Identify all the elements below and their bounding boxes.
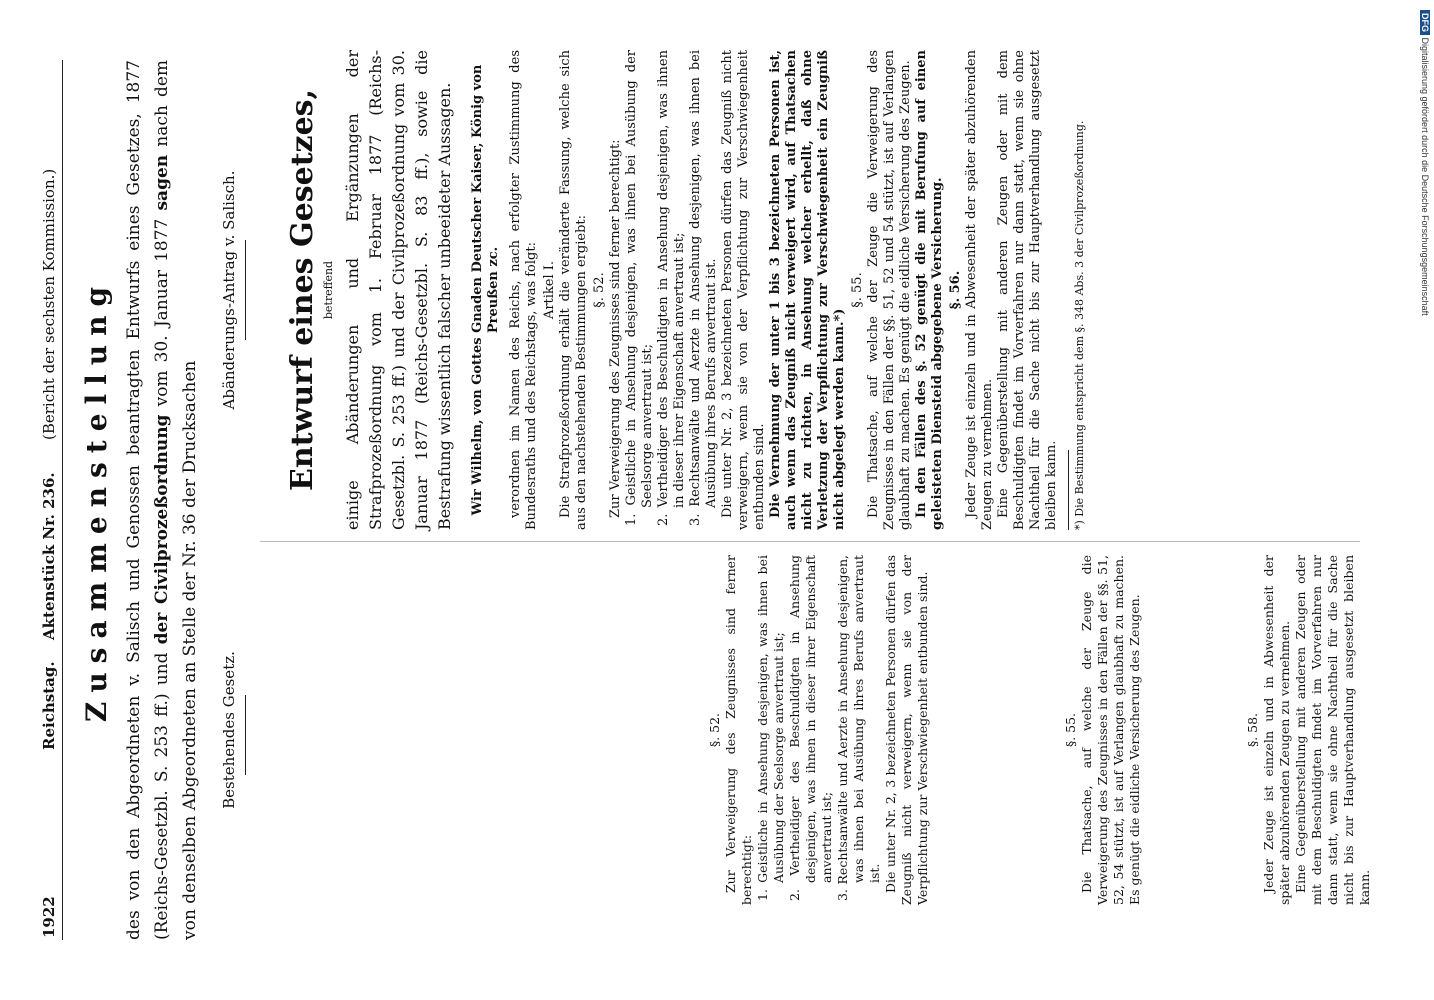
dfg-logo: DFG	[1420, 10, 1430, 35]
left-s52-item: 1. Geistliche in Ansehung desjenigen, was ihnen bei Ausübung der Seelsorge anvertraut ist;	[755, 555, 786, 901]
draft-title: Entwurf eines Gesetzes,	[285, 88, 320, 492]
draft-artikel: Artikel I.	[542, 260, 557, 320]
left-s55-text: Die Thatsache, auf welche der Zeuge die Verweigerung des Zeugnisses in den Fällen der §§. 51, 52, 54 stützt, ist auf Verlangen glaubhaft zu machen. Es genügt die eidliche Versicherung des Zeugen.	[1079, 555, 1142, 905]
right-s52-bold: Die Vernehmung der unter 1 bis 3 bezeichneten Personen ist, auch wenn das Zeugniß nicht verweigert wird, auf Thatsachen nicht zu richten, in Ansehung welcher erhellt, daß ohne Verletzung der Verpflichtung zur Verschwiegenheit ein Zeugniß nicht abgelegt werden kann.*)	[768, 50, 847, 530]
intro-bold1: der Civilprozeßordnung	[152, 414, 172, 645]
right-s52-item: 3. Rechtsanwälte und Aerzte in Ansehung desjenigen, was ihnen bei Ausübung ihres Berufs anvertraut ist.	[688, 50, 719, 526]
left-column	[705, 555, 1373, 905]
right-s52-item: 2. Vertheidiger des Beschuldigten in Ansehung desjenigen, was ihnen in dieser ihrer Eigenschaft anvertraut ist;	[656, 50, 687, 526]
header-rule	[62, 60, 63, 940]
draft-verordnen: verordnen im Namen des Reichs, nach erfolgter Zustimmung des Bundesraths und des Reichstags, was folgt:	[508, 50, 539, 530]
column-separator	[260, 541, 1360, 542]
right-s52-text: Zur Verweigerung des Zeugnisses sind ferner berechtigt:	[608, 139, 623, 518]
intro-part2: vom 30. Januar 1877	[152, 218, 172, 407]
header-left: Reichstag.	[40, 661, 58, 750]
draft-artikel-text: Die Strafprozeßordnung erhält die veränderte Fassung, welche sich aus den nachstehenden Bestimmungen ergiebt:	[558, 50, 589, 530]
right-s55-text: Die Thatsache, auf welche der Zeuge die Verweigerung des Zeugnisses in den Fällen der §§. 51, 52 und 54 stützt, ist auf Verlangen glaubhaft zu machen. Es genügt die eidliche Versicherung des Zeugen.	[866, 50, 913, 530]
right-s56-text: Jeder Zeuge ist einzeln und in Abwesenheit der später abzuhörenden Zeugen zu vernehmen.	[964, 50, 995, 530]
right-column	[285, 50, 1087, 530]
right-heading-rule	[245, 240, 246, 340]
footnote: *) Die Bestimmung entspricht dem §. 348 Abs. 3 der Civilprozeßordnung.	[1073, 120, 1086, 530]
left-s58-title: §. 58.	[1245, 712, 1260, 748]
intro-part3: nach dem von denselben Abgeordneten an Stelle der Nr. 36 der Drucksachen	[152, 59, 200, 940]
document-title: Zusammenstellung	[80, 277, 113, 723]
draft-betreffend: betreffend	[322, 260, 335, 320]
left-s52-text: Zur Verweigerung des Zeugnisses sind ferner berechtigt:	[723, 555, 754, 905]
left-s52-tail: Die unter Nr. 2, 3 bezeichneten Personen dürfen das Zeugniß nicht verweigern, wenn sie von der Verpflichtung zur Verschwiegenheit entbunden sind.	[883, 555, 930, 905]
right-s56-title: §. 56.	[948, 270, 963, 310]
left-s52-item: 3. Rechtsanwälte und Aerzte in Ansehung desjenigen, was ihnen bei Ausübung ihres Berufs anvertraut ist.	[835, 555, 882, 901]
left-heading-rule	[245, 695, 246, 775]
header-right: (Bericht der sechsten Kommission.)	[40, 168, 58, 440]
page-number: 1922	[40, 896, 58, 938]
side-note	[1418, 10, 1432, 990]
left-s52-title: §. 52.	[707, 712, 722, 748]
left-column-heading: Bestehendes Gesetz.	[220, 651, 238, 809]
right-s56-text2: Eine Gegenüberstellung mit anderen Zeugen oder mit dem Beschuldigten findet im Vorverfahren nur dann statt, wenn sie ohne Nachtheil für die Sache nicht bis zur Hauptverhandlung ausgesetzt bleiben kann.	[996, 50, 1059, 530]
right-s52-tail: Die unter Nr. 2, 3 bezeichneten Personen dürfen das Zeugniß nicht verweigern, wenn sie von der Verpflichtung zur Verschwiegenheit entbunden sind.	[720, 50, 767, 530]
intro-part1: des von den Abgeordneten v. Salisch und Genossen beantragten Entwurfs eines Gesetzes, 1877 (Reichs-Gesetzbl. S. 253 ff.) und	[124, 60, 172, 940]
right-column-heading: Abänderungs-Antrag v. Salisch.	[220, 170, 238, 410]
right-s52-title: §. 52.	[592, 272, 607, 308]
footnote-rule	[1068, 450, 1069, 530]
right-s55-bold: In den Fällen des §. 52 genügt die mit Berufung auf einen geleisteten Diensteid abgegebene Versicherung.	[914, 50, 945, 530]
right-s52-item: 1. Geistliche in Ansehung desjenigen, was ihnen bei Ausübung der Seelsorge anvertraut ist;	[624, 50, 655, 526]
left-s55-title: §. 55.	[1063, 712, 1078, 748]
intro-bold2: sagen	[152, 154, 172, 211]
draft-body	[470, 50, 1087, 530]
left-s58-text2: Eine Gegenüberstellung mit anderen Zeugen oder mit dem Beschuldigten findet im Vorverfahren nur dann statt, wenn sie ohne Nachtheil für die Sache nicht bis zur Hauptverhandlung ausgesetzt bleiben kann.	[1293, 555, 1372, 905]
draft-intro: einige Abänderungen und Ergänzungen der Strafprozeßordnung vom 1. Februar 1877 (Reichs-Gesetzbl. S. 253 ff.) und der Civilprozeßordnung vom 30. Januar 1877 (Reichs-Gesetzbl. S. 83 ff.), sowie die Bestrafung wissentlich falscher unbeeideter Aussagen.	[343, 50, 454, 530]
right-s55-title: §. 55.	[850, 272, 865, 308]
intro-paragraph	[120, 60, 204, 940]
side-note-text: Digitalisierung gefördert durch die Deutsche Forschungsgemeinschaft	[1420, 37, 1430, 316]
left-s58-text: Jeder Zeuge ist einzeln und in Abwesenheit der später abzuhörenden Zeugen zu vernehmen.	[1261, 555, 1292, 905]
header-center: Aktenstück Nr. 236.	[40, 472, 58, 640]
draft-wir: Wir Wilhelm, von Gottes Gnaden Deutscher Kaiser, König von Preußen zc.	[470, 64, 501, 516]
left-s52-item: 2. Vertheidiger des Beschuldigten in Ansehung desjenigen, was ihnen in dieser ihrer Eigenschaft anvertraut ist;	[787, 555, 834, 901]
